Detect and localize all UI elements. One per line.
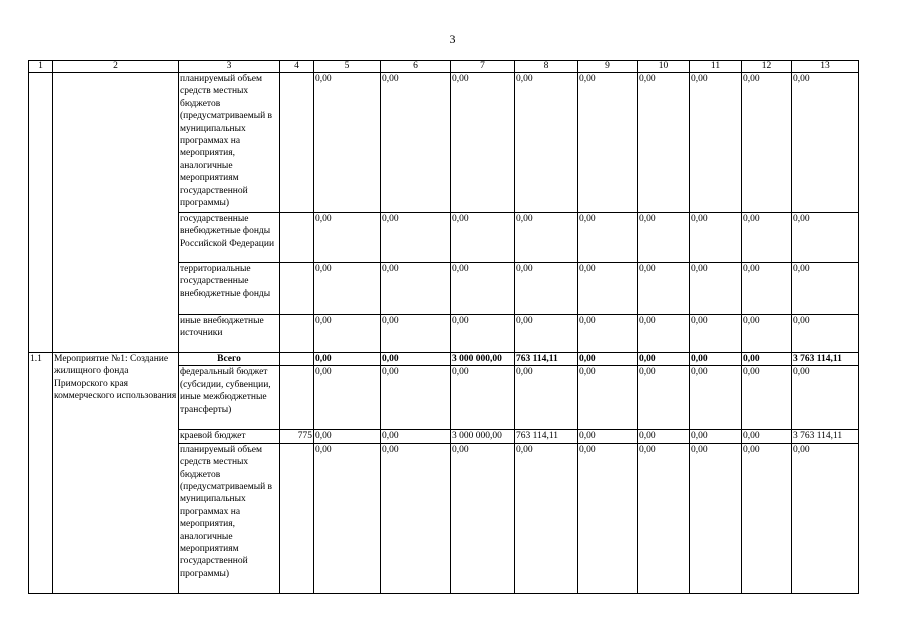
value-cell: 3 763 114,11 [792, 430, 859, 443]
value-cell: 0,00 [578, 366, 638, 430]
name-cell [53, 73, 179, 353]
measure-number-cell: 1.1 [29, 353, 53, 594]
value-cell: 0,00 [792, 213, 859, 263]
value-cell: 0,00 [451, 73, 515, 213]
value-cell: 0,00 [314, 213, 381, 263]
column-number-row [29, 61, 859, 73]
value-cell: 0,00 [792, 263, 859, 315]
value-cell: 0,00 [578, 443, 638, 593]
value-cell: 0,00 [690, 73, 742, 213]
column-number-cell: 7 [451, 61, 515, 73]
value-cell: 0,00 [515, 213, 578, 263]
code-cell [280, 353, 314, 366]
column-number-cell: 5 [314, 61, 381, 73]
value-cell: 0,00 [690, 366, 742, 430]
value-cell: 3 000 000,00 [451, 430, 515, 443]
value-cell: 0,00 [638, 353, 690, 366]
code-cell [280, 73, 314, 213]
value-cell: 0,00 [314, 353, 381, 366]
value-cell: 0,00 [690, 263, 742, 315]
table-row [29, 73, 859, 213]
measure-name-cell: Мероприятие №1: Создание жилищного фонда Приморского края коммерческого использования [53, 353, 179, 594]
value-cell: 0,00 [314, 73, 381, 213]
column-number-cell: 10 [638, 61, 690, 73]
code-cell [280, 366, 314, 430]
value-cell: 0,00 [638, 366, 690, 430]
funding-source-cell: планируемый объем средств местных бюджетов (предусматриваемый в муниципальных программах на мероприятия, аналогичные мероприятиям государственной программы) [179, 443, 280, 593]
column-number-cell: 2 [53, 61, 179, 73]
value-cell: 0,00 [381, 353, 451, 366]
value-cell: 0,00 [578, 263, 638, 315]
value-cell: 0,00 [381, 263, 451, 315]
column-number-cell: 11 [690, 61, 742, 73]
value-cell: 0,00 [381, 443, 451, 593]
value-cell: 0,00 [578, 353, 638, 366]
value-cell: 0,00 [451, 315, 515, 353]
value-cell: 3 763 114,11 [792, 353, 859, 366]
column-number-cell: 4 [280, 61, 314, 73]
column-number-cell: 9 [578, 61, 638, 73]
value-cell: 0,00 [381, 213, 451, 263]
value-cell: 0,00 [451, 213, 515, 263]
value-cell: 0,00 [578, 430, 638, 443]
value-cell: 0,00 [381, 315, 451, 353]
table-row [29, 353, 859, 366]
code-cell [280, 315, 314, 353]
value-cell: 763 114,11 [515, 353, 578, 366]
value-cell: 0,00 [314, 366, 381, 430]
column-number-cell: 6 [381, 61, 451, 73]
funding-source-cell: планируемый объем средств местных бюджетов (предусматриваемый в муниципальных программах на мероприятия, аналогичные мероприятиям государственной программы) [179, 73, 280, 213]
funding-source-cell: Всего [179, 353, 280, 366]
value-cell: 0,00 [742, 430, 792, 443]
value-cell: 0,00 [742, 263, 792, 315]
value-cell: 0,00 [690, 353, 742, 366]
value-cell: 0,00 [578, 73, 638, 213]
value-cell: 0,00 [742, 315, 792, 353]
funding-source-cell: территориальные государственные внебюджетные фонды [179, 263, 280, 315]
value-cell: 0,00 [381, 73, 451, 213]
value-cell: 0,00 [690, 315, 742, 353]
value-cell: 0,00 [515, 443, 578, 593]
value-cell: 0,00 [792, 443, 859, 593]
value-cell: 0,00 [742, 213, 792, 263]
value-cell: 0,00 [690, 443, 742, 593]
value-cell: 0,00 [690, 430, 742, 443]
code-cell [280, 443, 314, 593]
value-cell: 0,00 [638, 73, 690, 213]
value-cell: 0,00 [314, 315, 381, 353]
value-cell: 0,00 [792, 73, 859, 213]
code-cell [280, 213, 314, 263]
value-cell: 0,00 [742, 353, 792, 366]
column-number-cell: 1 [29, 61, 53, 73]
value-cell: 0,00 [638, 213, 690, 263]
value-cell: 0,00 [792, 315, 859, 353]
value-cell: 0,00 [381, 366, 451, 430]
value-cell: 0,00 [742, 73, 792, 213]
value-cell: 0,00 [742, 366, 792, 430]
column-number-cell: 12 [742, 61, 792, 73]
value-cell: 0,00 [314, 263, 381, 315]
value-cell: 763 114,11 [515, 430, 578, 443]
page-number: 3 [449, 32, 456, 46]
value-cell: 0,00 [578, 315, 638, 353]
value-cell: 0,00 [578, 213, 638, 263]
value-cell: 0,00 [451, 366, 515, 430]
value-cell: 0,00 [451, 263, 515, 315]
funding-source-cell: федеральный бюджет (субсидии, субвенции, иные межбюджетные трансферты) [179, 366, 280, 430]
value-cell: 0,00 [638, 430, 690, 443]
value-cell: 0,00 [742, 443, 792, 593]
value-cell: 0,00 [515, 73, 578, 213]
value-cell: 0,00 [314, 443, 381, 593]
value-cell: 3 000 000,00 [451, 353, 515, 366]
value-cell: 0,00 [381, 430, 451, 443]
column-number-cell: 3 [179, 61, 280, 73]
number-cell [29, 73, 53, 353]
funding-source-cell: государственные внебюджетные фонды Российской Федерации [179, 213, 280, 263]
column-number-cell: 13 [792, 61, 859, 73]
value-cell: 0,00 [314, 430, 381, 443]
value-cell: 0,00 [515, 315, 578, 353]
value-cell: 0,00 [638, 443, 690, 593]
funding-source-cell: краевой бюджет [179, 430, 280, 443]
code-cell [280, 263, 314, 315]
code-cell: 775 [280, 430, 314, 443]
budget-table [28, 60, 859, 594]
value-cell: 0,00 [515, 263, 578, 315]
value-cell: 0,00 [690, 213, 742, 263]
value-cell: 0,00 [638, 315, 690, 353]
value-cell: 0,00 [638, 263, 690, 315]
value-cell: 0,00 [792, 366, 859, 430]
value-cell: 0,00 [451, 443, 515, 593]
column-number-cell: 8 [515, 61, 578, 73]
value-cell: 0,00 [515, 366, 578, 430]
funding-source-cell: иные внебюджетные источники [179, 315, 280, 353]
